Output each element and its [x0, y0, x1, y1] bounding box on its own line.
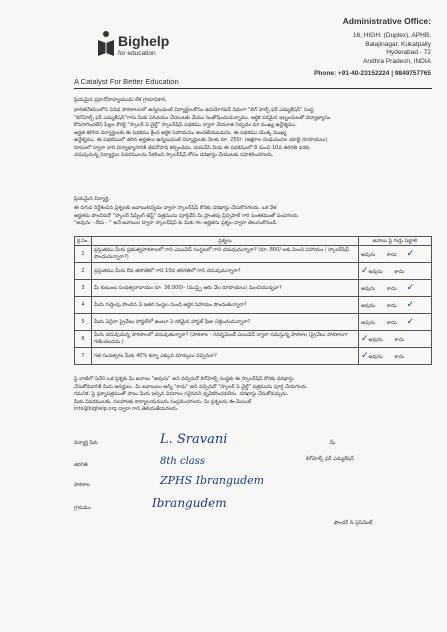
answer-no: కాదు: [394, 269, 405, 275]
brand-subtitle: for education: [118, 50, 156, 57]
table-row: [75, 331, 432, 348]
answer-cell: [359, 331, 432, 348]
answer-cell: [359, 348, 432, 365]
answer-no: కాదు: [387, 286, 397, 292]
student-name-label: విద్యార్థి పేరు: [74, 440, 98, 446]
intro-line: కొనసాగించలేని పిల్లల కొరకై "స్కాలర్ ఏ చైల్డ్" స్కాలర్‌షిప్ పథకము ద్వారా చేయూత నివ్వడం మా ముఖ్య ఉద్దేశ్యము.: [74, 122, 297, 128]
question-text: మీరు చదువుచున్న పాఠశాలలో చదువుతున్నారా? (పాఠశాల - గవర్నమెంట్ ఎయిడెడ్ ద్వారా నడుస్తున్న పాఠశాల (ప్రైవేటు పాఠశాలగా గణించబడదు.): [92, 331, 359, 348]
column-header-question: ప్రశ్నలు: [92, 237, 359, 246]
table-row: [75, 297, 432, 314]
header-divider: [74, 88, 432, 89]
intro-paragraph: [74, 107, 432, 160]
brand-logo: [96, 30, 226, 68]
question-text: ప్రస్తుతము మీరు 8వ తరగతిలో గాని 10వ తరగతిలో గాని చదువుచున్నారా?: [92, 263, 359, 280]
village-label: గ్రామము: [74, 505, 91, 511]
row-number: 2: [75, 263, 92, 280]
book-icon: [96, 30, 116, 58]
table-row: [75, 314, 432, 331]
row-number: 1: [75, 246, 92, 263]
answer-cell: [359, 263, 432, 280]
checkmark-icon: ✓: [406, 300, 415, 310]
closing-line: పై వాటిలో ఏదేని ఒక ప్రశ్నకు మీ జవాబు "అవును" అని వచ్చినచో బిగ్‌హెల్ప్ సంస్థకు ఈ స్కాలర్‌షిప్ కొరకు దరఖాస్తు: [74, 376, 294, 382]
sign-off-org: బిగ్‌హెల్ప్ ఫర్ ఎడ్యుకేషన్: [306, 456, 355, 462]
row-number: 3: [75, 280, 92, 297]
answer-yes: అవును: [361, 252, 376, 258]
answer-cell: [359, 246, 432, 263]
column-header-answer: జవాబు పై గుర్తు పెట్టాలి: [359, 237, 432, 246]
answer-no: కాదు: [387, 303, 397, 309]
brand-name: Bighelp: [118, 33, 170, 49]
address-line: Balajinagar, Kukatpally: [365, 40, 431, 48]
class-label: తరగతి: [74, 462, 88, 468]
address-line: Andhra Pradesh, INDIA: [363, 57, 431, 65]
answer-yes: అవును: [361, 303, 376, 309]
answer-cell: [359, 314, 432, 331]
founder-title: ఫౌండర్ & ప్రెసిడెంట్: [334, 520, 373, 526]
question-text: మీ కుటుంబ సంవత్సరాదాయం రూ. 36,000/- (ముప్పై ఆరు వేల రూపాయలు) మించియున్నదా?: [92, 280, 359, 297]
checkmark-icon: ✓: [406, 317, 415, 327]
instruction-line: అర్హతను పొందినచో "స్కాలర్ షిప్పింగ్ టెస్ట్" పత్రమును పూర్తిచేసి మీ ప్రాంతపు ప్రిన్సిపాల్ గారి సంతకముతో పంపగలరు.: [74, 212, 300, 219]
intro-line: ఉద్దేశ్యము, ఈ పథకములో తగిన అర్హతలు ఉన్నటువంటి విద్యార్థులకు నెలకు రూ. 250/- (అక్షరాల రెండువందల యాభై రూపాయలు): [74, 137, 328, 143]
table-row: [75, 348, 432, 365]
table-header-row: [75, 237, 432, 246]
instruction-line: ఈ దిగువ నిర్దేశించిన ప్రశ్నలకు జవాబులివ్వడం ద్వారా స్కాలర్‌షిప్ కొరకు దరఖాస్తు చేసుకొనగలరు. ఒక వేళ: [74, 205, 277, 211]
intro-line: రూపంలో ద్వారా వారి విద్యాభ్యాసానికి జీవనోపాధి కల్పించడం. దయచేసి మీరు ఈ పథకములో 8 నుంచి 10వ తరగతి వరకు: [74, 144, 310, 151]
office-title: Administrative Office:: [342, 16, 431, 26]
closing-line: మీకు వివరములకు, సలహాలకు కార్యాలయమును సంప్రదించగలరు. మీ ప్రశ్నలను ఈ-మెయిల్: [74, 398, 252, 405]
checkmark-icon: ✓: [406, 249, 415, 259]
table-row: [75, 246, 432, 263]
table-row: [75, 263, 432, 280]
row-number: 5: [75, 314, 92, 331]
closing-paragraph: [74, 376, 432, 414]
checkmark-icon: ✓: [361, 266, 369, 276]
table-row: [75, 280, 432, 297]
answer-no: కాదు: [394, 354, 405, 360]
answer-cell: [359, 297, 432, 314]
row-number: 7: [75, 348, 92, 365]
column-header-number: క్ర.సం.: [75, 237, 92, 246]
instruction-line: "అవును - లేదు - " అనే జవాబుల ద్వారా స్కాలర్‌షిప్ కు మీకు గల అర్హతను ప్రశ్నల ద్వారా తెలుసుకొనండి.: [74, 220, 278, 226]
school-value: ZPHS Ibrangudem: [160, 474, 265, 487]
question-text: ప్రస్తుతము మీరు ప్రభుత్వపాఠశాలలో గాని ఎయిడెడ్ సంస్థలలో గాని చదువుచున్నారా? (రూ. 800/-లకు మించి సహాయం / స్కాలర్‌షిప్ పొందుచున్నారా?): [92, 246, 359, 263]
checkmark-icon: ✓: [361, 334, 369, 344]
question-text: మీరు గుర్తింపు పొందిన ఏ ఇతర సంస్థల నుండి ఆర్థిక సహాయం పొందుతున్నారా?: [92, 297, 359, 314]
principal-greeting: ప్రియమైన ప్రధానోపాధ్యాయుడు లేక గ్రామాధికారి,: [74, 97, 167, 103]
question-text: గత సంవత్సరం మీకు 40% కన్నా ఎక్కువ మార్కులు వచ్చినవా?: [92, 348, 359, 365]
instructions-paragraph: [74, 205, 432, 228]
row-number: 4: [75, 297, 92, 314]
answer-no: కాదు: [394, 337, 405, 343]
answer-yes: అవును: [361, 286, 376, 292]
answer-no: కాదు: [387, 252, 397, 258]
address-line: Hyderabad - 72: [386, 49, 431, 56]
office-phone: Phone: +91-40-23152224 | 9849757765: [314, 70, 431, 77]
address-line: 16, HIGH. (Duplex), APHB,: [352, 32, 431, 39]
row-number: 6: [75, 331, 92, 348]
sign-off-label: మీ: [330, 440, 336, 446]
answer-yes: అవును: [368, 269, 383, 275]
answer-yes: అవును: [361, 320, 376, 326]
answer-yes: అవును: [368, 337, 383, 343]
school-label: పాఠశాల: [74, 482, 91, 488]
answer-yes: అవును: [368, 354, 383, 360]
answer-cell: [359, 280, 432, 297]
question-text: మీరు ఏదైనా ప్రైవేటు హాస్టల్‌లో ఉంటూ ఏ రకమైన హాస్టల్ ఫీజు చెల్లించుచున్నారా?: [92, 314, 359, 331]
intro-line: "బిగ్‌హెల్ప్ ఫర్ ఎడ్యుకేషన్"గాను మీకు పరిచయం చేయుటకు మేము సంతోషించుచున్నాము. ఆర్థిక పరమైన ఇబ్బందులతో విద్యాభ్యాసం: [74, 114, 331, 121]
checkmark-icon: ✓: [361, 351, 369, 361]
intro-line: అర్హత కలిగిన విద్యార్థులకు ఈ పథకము క్రింద ఆర్థిక సహాయము అందజేయబడును. ఈ పథకము యొక్క ముఖ్య: [74, 129, 287, 136]
questions-table: [74, 236, 432, 365]
intro-line: భారతదేశములోని వివిధ పాఠశాలలలో ఉన్నటువంటి విద్యార్థులకోసం ఉపయోగపడే విధంగా "బిగ్ హెల్ప్ ఫర్ ఎడ్యుకేషన్" సంస్థ: [74, 107, 314, 113]
student-name-value: L. Sravani: [160, 432, 228, 447]
answer-no: కాదు: [387, 320, 397, 326]
closing-line: చేసుకోవడానికి మీరు అనర్హులు. మీ జవాబులు అన్నీ "కాదు" అని వచ్చినచో "స్కాలర్ ఏ చైల్డ్" పత్రమును పూర్తి చేయగలరు.: [74, 383, 308, 390]
closing-line: గమనిక: పై ప్రశ్నాపత్రముతో పాటు మీరు ఇచ్చిన వివరాలు సరైనవని ధృవీకరించవలెను. దరఖాస్తు చేసుకోవచ్చును.: [74, 391, 289, 397]
checkmark-icon: ✓: [406, 283, 415, 293]
village-value: Ibrangudem: [152, 496, 227, 510]
office-address-block: [281, 16, 431, 77]
intro-line: చదువుచున్న విద్యార్థుల వివరములను సేకరించి స్కాలర్‌షిప్ కోసం దరఖాస్తు చేయుటకు సహకరించగలరు.: [74, 152, 274, 158]
closing-line: info@bighelp.org ద్వారా గాని తెలియజేయగలరు.: [74, 406, 179, 412]
class-value: 8th class: [160, 456, 206, 467]
student-greeting: ప్రియమైన విద్యార్థి,: [74, 196, 110, 202]
brand-tagline: A Catalyst For Better Education: [74, 77, 179, 86]
